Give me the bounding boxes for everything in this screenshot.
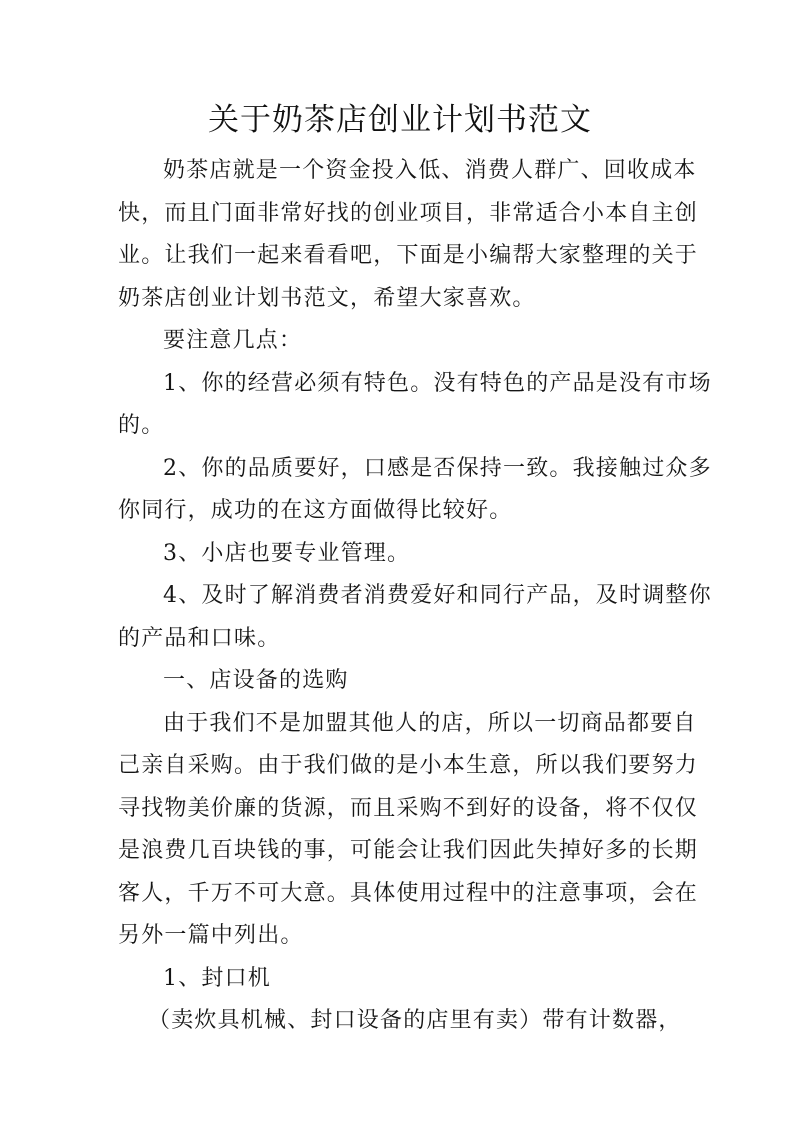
paragraph-line: 是浪费几百块钱的事，可能会让我们因此失掉好多的长期 (118, 838, 699, 863)
paragraph-line: 奶茶店创业计划书范文，希望大家喜欢。 (118, 285, 536, 311)
list-item-1: 1、你的经营必须有特色。没有特色的产品是没有市场 (163, 370, 712, 396)
subsection-heading-sealer: 1、封口机 (163, 965, 271, 991)
list-item-1-continued: 的。 (118, 413, 165, 438)
paragraph-line: 由于我们不是加盟其他人的店，所以一切商品都要自 (163, 710, 697, 736)
document-title: 关于奶茶店创业计划书范文 (208, 102, 592, 138)
list-item-3: 3、小店也要专业管理。 (163, 540, 411, 566)
document-body (118, 150, 712, 1043)
section-heading-equipment: 一、店设备的选购 (163, 668, 349, 693)
list-item-2-continued: 你同行，成功的在这方面做得比较好。 (118, 498, 513, 523)
list-item-4: 4、及时了解消费者消费爱好和同行产品，及时调整你 (163, 583, 712, 608)
list-item-4-continued: 的产品和口味。 (118, 625, 281, 651)
paragraph-line: 快，而且门面非常好找的创业项目，非常适合小本自主创 (118, 200, 699, 226)
paragraph-line: 寻找物美价廉的货源，而且采购不到好的设备，将不仅仅 (118, 795, 699, 821)
paragraph-line: 业。让我们一起来看看吧，下面是小编帮大家整理的关于 (118, 243, 699, 268)
list-item-2: 2、你的品质要好，口感是否保持一致。我接触过众多 (163, 455, 712, 481)
paragraph-line: 奶茶店就是一个资金投入低、消费人群广、回收成本 (163, 158, 697, 183)
paragraph-line: （卖炊具机械、封口设备的店里有卖）带有计数器， (148, 1008, 682, 1033)
section-note-heading: 要注意几点： (163, 328, 303, 353)
paragraph-line: 另外一篇中列出。 (118, 923, 304, 948)
paragraph-line: 己亲自采购。由于我们做的是小本生意，所以我们要努力 (118, 753, 699, 778)
paragraph-line: 客人，千万不可大意。具体使用过程中的注意事项，会在 (118, 880, 699, 906)
